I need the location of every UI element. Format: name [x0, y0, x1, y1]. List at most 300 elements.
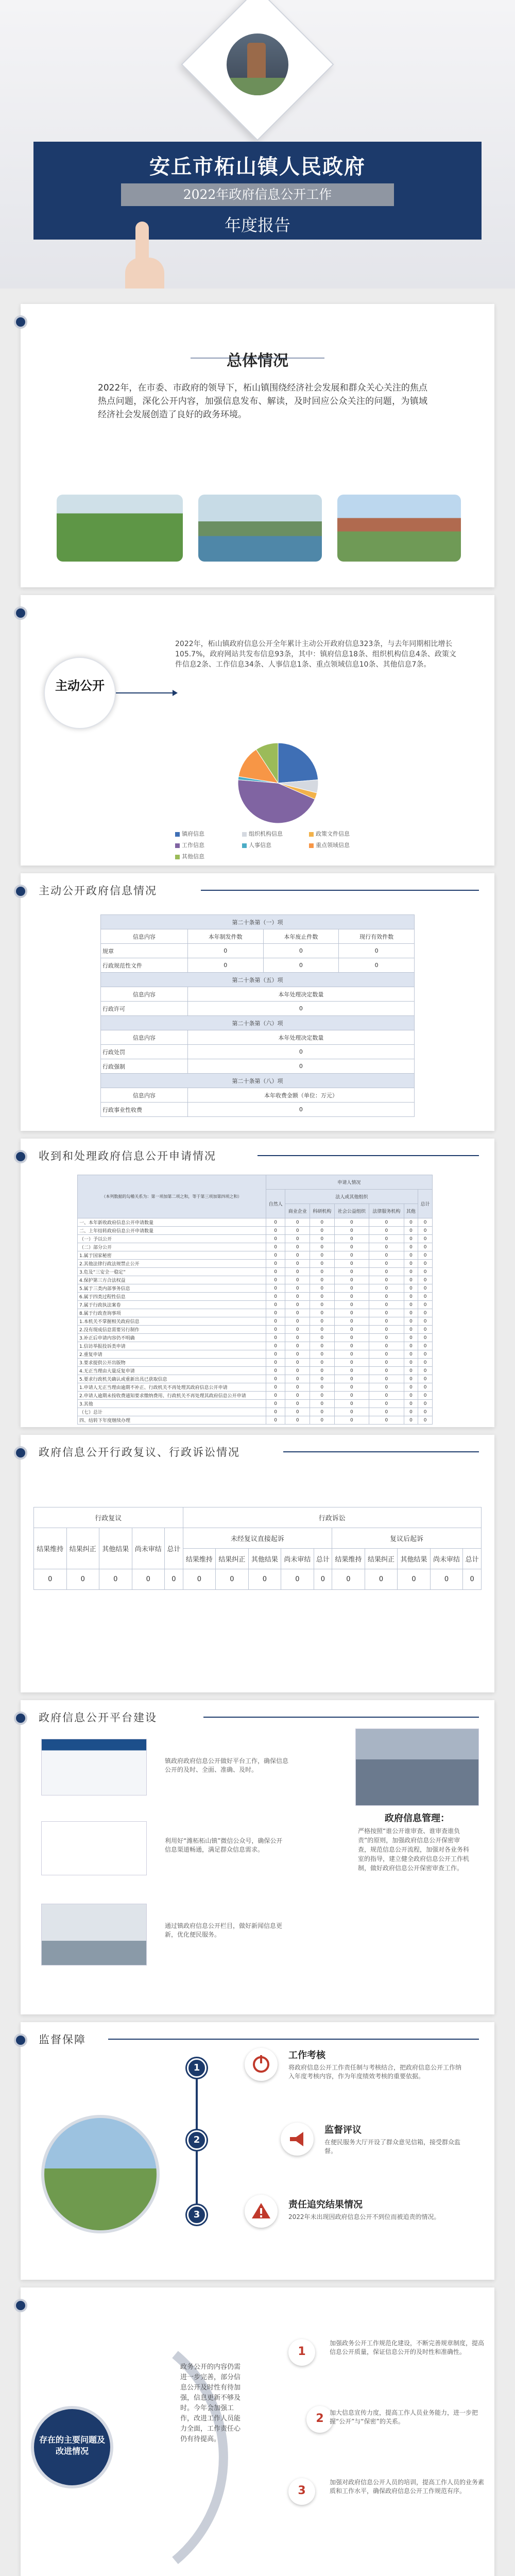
- cell: 0: [404, 1383, 418, 1392]
- cell: 0: [334, 1408, 369, 1416]
- cell: 0: [334, 1326, 369, 1334]
- cell: 0: [187, 1045, 414, 1059]
- cell: 0: [165, 1569, 183, 1590]
- legend-item: [175, 829, 242, 838]
- cell: 0: [404, 1260, 418, 1268]
- row-label: 1.本机关不掌握相关政府信息: [78, 1317, 266, 1326]
- cell: 0: [418, 1383, 433, 1392]
- table-row: [78, 1260, 433, 1268]
- row-label: （二）部分公开: [78, 1243, 266, 1251]
- cell: 0: [310, 1350, 335, 1359]
- row-label: 5.属于三类内部事务信息: [78, 1284, 266, 1293]
- problem-text: 加强政务公开工作规范化建设，不断完善规章制度，提高信息公开质量，保证信息公开的及时性和准确性。: [330, 2340, 485, 2355]
- cell: 0: [266, 1260, 285, 1268]
- cell: 0: [404, 1392, 418, 1400]
- col-header: 尚未审结: [281, 1549, 314, 1569]
- col-header: 总计: [463, 1549, 482, 1569]
- cell: 0: [266, 1243, 285, 1251]
- cell: 0: [369, 1416, 404, 1425]
- row-label: 2.申请人逾期未按收费通知要求缴纳费用、行政机关不再处理其政府信息公开申请: [78, 1392, 266, 1400]
- table-header: （本列数据的勾稽关系为：第一项加第二项之和，等于第三项加第四项之和）: [78, 1175, 266, 1218]
- cell: 0: [285, 1383, 310, 1392]
- cell: 0: [365, 1569, 398, 1590]
- item-title: 监督评议: [324, 2125, 362, 2136]
- emblem-frame: [181, 0, 334, 141]
- cell: 0: [310, 1359, 335, 1367]
- cell: 0: [187, 958, 263, 973]
- cell: 0: [334, 1243, 369, 1251]
- mgmt-title: 政府信息管理：: [385, 1813, 450, 1824]
- col-header: 本年处理决定数量: [187, 1030, 414, 1045]
- col-header: 总计: [165, 1528, 183, 1569]
- cell: 0: [404, 1350, 418, 1359]
- platform-caption: 利用好“潍柘柘山镇”微信公众号，确保公开信息渠道畅通，满足群众信息需求。: [165, 1837, 283, 1853]
- row-label: 4.无正当理由大量反复申请: [78, 1367, 266, 1375]
- cell: 0: [369, 1326, 404, 1334]
- row-label: 行政许可: [101, 1002, 188, 1016]
- cell: 0: [248, 1569, 281, 1590]
- applications-table: [77, 1175, 433, 1425]
- section-rule: [108, 2039, 479, 2040]
- col-header: 复议后起诉: [332, 1528, 482, 1549]
- section-title: 收到和处理政府信息公开申请情况: [39, 1150, 216, 1162]
- cell: 0: [418, 1367, 433, 1375]
- cell: 0: [266, 1251, 285, 1260]
- section-rule: [203, 1717, 479, 1718]
- table-row: [78, 1251, 433, 1260]
- cell: 0: [310, 1342, 335, 1350]
- table-row: [78, 1359, 433, 1367]
- timeline-step-1: 1: [187, 2058, 207, 2078]
- legend-label: 组织机构信息: [249, 831, 283, 837]
- legend-item: [242, 829, 309, 838]
- legend-swatch: [175, 832, 180, 837]
- cell: 0: [266, 1383, 285, 1392]
- section-dot: [14, 315, 27, 329]
- cell: 0: [285, 1293, 310, 1301]
- cell: 0: [369, 1243, 404, 1251]
- cell: 0: [285, 1400, 310, 1408]
- row-label: 规章: [101, 944, 188, 958]
- section-dot: [14, 2299, 27, 2312]
- active-info-panel: [21, 873, 494, 1131]
- cell: 0: [404, 1375, 418, 1383]
- cell: 0: [334, 1367, 369, 1375]
- col-header: 结果纠正: [66, 1528, 99, 1569]
- cell: 0: [418, 1342, 433, 1350]
- table-row: [78, 1227, 433, 1235]
- cell: 0: [334, 1342, 369, 1350]
- col-header: 总计: [418, 1190, 433, 1218]
- cell: 0: [369, 1350, 404, 1359]
- cell: 0: [314, 1569, 332, 1590]
- col-header: 行政诉讼: [183, 1507, 481, 1528]
- table-row: [78, 1284, 433, 1293]
- cell: 0: [404, 1367, 418, 1375]
- table-row: [78, 1268, 433, 1276]
- cell: 0: [334, 1375, 369, 1383]
- col-header: 社会公益组织: [334, 1204, 369, 1218]
- cell: 0: [266, 1416, 285, 1425]
- cell: 0: [334, 1293, 369, 1301]
- col-header: 结果维持: [332, 1549, 365, 1569]
- platform-caption: 镇政府政府信息公开做好平台工作，确保信息公开的及时、全面、准确、及时。: [165, 1757, 289, 1773]
- cell: 0: [310, 1293, 335, 1301]
- cell: 0: [418, 1251, 433, 1260]
- cell: 0: [463, 1569, 482, 1590]
- cell: 0: [99, 1569, 132, 1590]
- cell: 0: [418, 1317, 433, 1326]
- col-header: 未经复议直接起诉: [183, 1528, 332, 1549]
- col-header: 本年废止件数: [263, 929, 339, 944]
- cell: 0: [285, 1251, 310, 1260]
- table-header: 第二十条第（一）项: [101, 915, 415, 929]
- hero-banner: [0, 0, 515, 289]
- table-row: [78, 1276, 433, 1284]
- report-subtitle: 2022年政府信息公开工作: [121, 183, 394, 206]
- cell: 0: [404, 1227, 418, 1235]
- col-header: 信息内容: [101, 929, 188, 944]
- row-label: 行政规范性文件: [101, 958, 188, 973]
- col-header: 结果维持: [34, 1528, 67, 1569]
- legend-swatch: [309, 843, 314, 848]
- row-label: 行政强制: [101, 1059, 188, 1074]
- mountain-emblem-icon: [227, 33, 288, 95]
- website-screenshot: [41, 1739, 147, 1795]
- col-header: 信息内容: [101, 1030, 188, 1045]
- cell: 0: [266, 1227, 285, 1235]
- table-row: [78, 1416, 433, 1425]
- table-row: [78, 1218, 433, 1227]
- cell: 0: [285, 1227, 310, 1235]
- col-header: 其他结果: [248, 1549, 281, 1569]
- cell: 0: [266, 1309, 285, 1317]
- legend-label: 人事信息: [249, 842, 271, 849]
- col-header: 科研机构: [310, 1204, 335, 1218]
- cell: 0: [418, 1276, 433, 1284]
- cell: 0: [369, 1317, 404, 1326]
- table-row: [78, 1350, 433, 1359]
- table-row: [78, 1375, 433, 1383]
- legend-item: [242, 841, 309, 849]
- cell: 0: [404, 1251, 418, 1260]
- cell: 0: [418, 1268, 433, 1276]
- cell: 0: [369, 1342, 404, 1350]
- cell: 0: [310, 1392, 335, 1400]
- cell: 0: [369, 1276, 404, 1284]
- section-title: 主动公开政府信息情况: [39, 885, 157, 897]
- row-label: 行政事业性收费: [101, 1103, 188, 1117]
- col-header: 本年处理决定数量: [187, 987, 414, 1002]
- section-rule: [201, 890, 479, 891]
- cell: 0: [285, 1392, 310, 1400]
- report-title: 安丘市柘山镇人民政府: [149, 155, 366, 179]
- cell: 0: [285, 1268, 310, 1276]
- pavilion-photo: [337, 495, 461, 562]
- table-row: [78, 1400, 433, 1408]
- cell: 0: [310, 1276, 335, 1284]
- section-rule: [258, 1155, 479, 1156]
- cell: 0: [418, 1400, 433, 1408]
- table-row: [78, 1342, 433, 1350]
- row-label: 2.没有现成信息需要另行制作: [78, 1326, 266, 1334]
- row-label: 1.信访举报投诉类申请: [78, 1342, 266, 1350]
- cell: 0: [404, 1342, 418, 1350]
- col-header: 信息内容: [101, 987, 188, 1002]
- row-label: 7.属于行政执法案卷: [78, 1301, 266, 1309]
- cell: 0: [418, 1309, 433, 1317]
- cell: 0: [263, 958, 339, 973]
- cell: 0: [334, 1218, 369, 1227]
- cell: 0: [285, 1218, 310, 1227]
- cell: 0: [187, 944, 263, 958]
- cell: 0: [310, 1367, 335, 1375]
- table-row: [78, 1334, 433, 1342]
- cell: 0: [310, 1235, 335, 1243]
- cell: 0: [404, 1235, 418, 1243]
- active-label: 主动公开: [55, 679, 105, 693]
- cell: 0: [266, 1301, 285, 1309]
- cell: 0: [334, 1350, 369, 1359]
- table-row: [78, 1367, 433, 1375]
- col-header: 法律服务机构: [369, 1204, 404, 1218]
- legend-swatch: [242, 843, 247, 848]
- row-label: 3.补正后申请内容仍不明确: [78, 1334, 266, 1342]
- cell: 0: [310, 1260, 335, 1268]
- legend-item: [309, 829, 376, 838]
- cell: 0: [310, 1400, 335, 1408]
- section-dot: [14, 2033, 27, 2047]
- cell: 0: [310, 1416, 335, 1425]
- cell: 0: [285, 1359, 310, 1367]
- legend-item: [175, 841, 242, 849]
- cell: 0: [369, 1227, 404, 1235]
- cell: 0: [334, 1301, 369, 1309]
- cell: 0: [263, 944, 339, 958]
- item-title: 责任追究结果情况: [288, 2199, 363, 2210]
- problems-panel: [21, 2287, 494, 2576]
- cell: 0: [334, 1383, 369, 1392]
- cell: 0: [430, 1569, 463, 1590]
- row-label: （七）总计: [78, 1408, 266, 1416]
- col-header: 其他结果: [398, 1549, 431, 1569]
- cell: 0: [334, 1276, 369, 1284]
- cell: 0: [369, 1375, 404, 1383]
- cell: 0: [285, 1326, 310, 1334]
- cell: 0: [404, 1293, 418, 1301]
- cell: 0: [418, 1284, 433, 1293]
- cell: 0: [285, 1235, 310, 1243]
- cell: 0: [418, 1334, 433, 1342]
- col-header: 总计: [314, 1549, 332, 1569]
- cell: 0: [418, 1243, 433, 1251]
- timeline-step-2: 2: [187, 2130, 207, 2150]
- cell: 0: [266, 1235, 285, 1243]
- cell: 0: [334, 1392, 369, 1400]
- item-text: 将政府信息公开工作责任制与考核结合，把政府信息公开工作纳入年度考核内容，作为年度绩效考核的重要依据。: [288, 2064, 462, 2080]
- cell: 0: [266, 1334, 285, 1342]
- farmland-photo: [57, 495, 183, 562]
- cell: 0: [285, 1309, 310, 1317]
- cell: 0: [310, 1408, 335, 1416]
- cell: 0: [187, 1103, 414, 1117]
- table-header: 第二十条第（八）项: [101, 1074, 415, 1088]
- cell: 0: [418, 1326, 433, 1334]
- info-pie-chart: [232, 739, 324, 827]
- cell: 0: [334, 1416, 369, 1425]
- section-title: 监督保障: [39, 2033, 86, 2046]
- cell: 0: [369, 1309, 404, 1317]
- cell: 0: [310, 1326, 335, 1334]
- cell: 0: [334, 1235, 369, 1243]
- overview-panel: [21, 304, 494, 587]
- problem-text: 加强对政府信息公开人员的培训，提高工作人员的业务素质和工作水平，确保政府信息公开工作规范有序。: [330, 2479, 485, 2495]
- section-dot: [14, 1150, 27, 1163]
- section-dot: [14, 885, 27, 898]
- item-title: 工作考核: [288, 2050, 325, 2061]
- service-hall-photo: [41, 1904, 147, 1965]
- cell: 0: [369, 1284, 404, 1293]
- cell: 0: [285, 1342, 310, 1350]
- cell: 0: [334, 1284, 369, 1293]
- cell: 0: [266, 1392, 285, 1400]
- cell: 0: [334, 1359, 369, 1367]
- table-row: [78, 1243, 433, 1251]
- table-row: [78, 1293, 433, 1301]
- meeting-photo: [355, 1728, 479, 1806]
- problem-step-1: 1: [288, 2339, 315, 2366]
- cell: 0: [334, 1268, 369, 1276]
- cell: 0: [369, 1251, 404, 1260]
- table-header: 申请人情况: [266, 1175, 432, 1190]
- cell: 0: [285, 1284, 310, 1293]
- cell: 0: [418, 1260, 433, 1268]
- cell: 0: [310, 1375, 335, 1383]
- cell: 0: [66, 1569, 99, 1590]
- cell: 0: [310, 1251, 335, 1260]
- cell: 0: [404, 1276, 418, 1284]
- table-row: [78, 1408, 433, 1416]
- cell: 0: [266, 1359, 285, 1367]
- cell: 0: [418, 1235, 433, 1243]
- row-label: 1.申请人无正当理由逾期不补正、行政机关不再处理其政府信息公开申请: [78, 1383, 266, 1392]
- cell: 0: [216, 1569, 249, 1590]
- row-label: 8.属于行政查询事项: [78, 1309, 266, 1317]
- cell: 0: [266, 1284, 285, 1293]
- cell: 0: [310, 1243, 335, 1251]
- cell: 0: [418, 1293, 433, 1301]
- item-text: 在便民服务大厅开设了群众意见信箱，接受群众监督。: [324, 2139, 461, 2155]
- cell: 0: [334, 1334, 369, 1342]
- table-row: [78, 1326, 433, 1334]
- pointing-hand-icon: [111, 222, 178, 289]
- active-text: 2022年，柘山镇政府信息公开全年累计主动公开政府信息323条，与去年同期相比增长105.7%，政府网站共发布信息93条，其中：镇府信息18条、组织机构信息4条、政策文件信息2条、工作信息34条、人事信息1条、重点领域信息10条、其他信息7条。: [175, 640, 456, 669]
- cell: 0: [369, 1359, 404, 1367]
- cell: 0: [369, 1408, 404, 1416]
- col-header: 结果纠正: [216, 1549, 249, 1569]
- cell: 0: [310, 1227, 335, 1235]
- active-disclosure-panel: [21, 595, 494, 866]
- cell: 0: [404, 1284, 418, 1293]
- legend-label: 镇府信息: [182, 831, 204, 837]
- col-header: 本年制发件数: [187, 929, 263, 944]
- cell: 0: [404, 1309, 418, 1317]
- section-title: 政府信息公开平台建设: [39, 1711, 157, 1724]
- cell: 0: [285, 1350, 310, 1359]
- cell: 0: [334, 1260, 369, 1268]
- row-label: 6.属于四类过程性信息: [78, 1293, 266, 1301]
- cell: 0: [266, 1276, 285, 1284]
- cell: 0: [418, 1359, 433, 1367]
- legend-swatch: [175, 855, 180, 859]
- legend-swatch: [175, 843, 180, 848]
- section-dot: [14, 1446, 27, 1460]
- connector-arrow: [116, 688, 178, 698]
- col-header: 本年收费金额（单位：万元）: [187, 1088, 414, 1103]
- cell: 0: [404, 1416, 418, 1425]
- table-header: 第二十条第（五）项: [101, 973, 415, 987]
- cell: 0: [404, 1400, 418, 1408]
- cell: 0: [266, 1342, 285, 1350]
- cell: 0: [310, 1268, 335, 1276]
- pie-slice-1: [278, 743, 318, 783]
- legend-item: [175, 852, 242, 860]
- legend-swatch: [309, 832, 314, 837]
- cell: 0: [369, 1260, 404, 1268]
- cell: 0: [310, 1317, 335, 1326]
- legend-label: 重点领域信息: [316, 842, 350, 849]
- cell: 0: [369, 1392, 404, 1400]
- cell: 0: [285, 1416, 310, 1425]
- section-title: 政府信息公开行政复议、行政诉讼情况: [39, 1446, 240, 1459]
- table-row: [78, 1301, 433, 1309]
- cell: 0: [418, 1392, 433, 1400]
- table-row: [78, 1317, 433, 1326]
- cell: 0: [369, 1334, 404, 1342]
- cell: 0: [418, 1408, 433, 1416]
- table-row: [78, 1392, 433, 1400]
- row-label: 一、本年新收政府信息公开申请数量: [78, 1218, 266, 1227]
- col-header: 商业企业: [285, 1204, 310, 1218]
- applications-panel: [21, 1139, 494, 1427]
- overview-heading: 总体情况: [227, 352, 288, 370]
- cell: 0: [404, 1326, 418, 1334]
- problems-label: 存在的主要问题及改进情况: [39, 2435, 105, 2456]
- cell: 0: [332, 1569, 365, 1590]
- cell: 0: [404, 1317, 418, 1326]
- col-header: 其他结果: [99, 1528, 132, 1569]
- section-dot: [14, 1711, 27, 1725]
- platform-panel: [21, 1700, 494, 2014]
- supervision-photo: [41, 2115, 160, 2233]
- cell: 0: [183, 1569, 216, 1590]
- problem-step-3: 3: [288, 2478, 315, 2505]
- cell: 0: [310, 1309, 335, 1317]
- cell: 0: [310, 1383, 335, 1392]
- cell: 0: [404, 1268, 418, 1276]
- item-text: 2022年未出现因政府信息公开不到位而被追责的情况。: [288, 2213, 440, 2221]
- cell: 0: [34, 1569, 67, 1590]
- cell: 0: [285, 1276, 310, 1284]
- cell: 0: [404, 1334, 418, 1342]
- row-label: （一）予以公开: [78, 1235, 266, 1243]
- cell: 0: [285, 1260, 310, 1268]
- col-header: 尚未审结: [430, 1549, 463, 1569]
- active-info-table: [100, 914, 415, 1117]
- mgmt-text: 严格按照“谁公开谁审查、谁审查谁负责”的原则，加强政府信息公开保密审查，规范信息公开流程，加强对各业务科室的指导，建立健全政府信息公开工作机制，做好政府信息公开保密审查工作。: [358, 1827, 470, 1872]
- table-row: [78, 1235, 433, 1243]
- cell: 0: [418, 1218, 433, 1227]
